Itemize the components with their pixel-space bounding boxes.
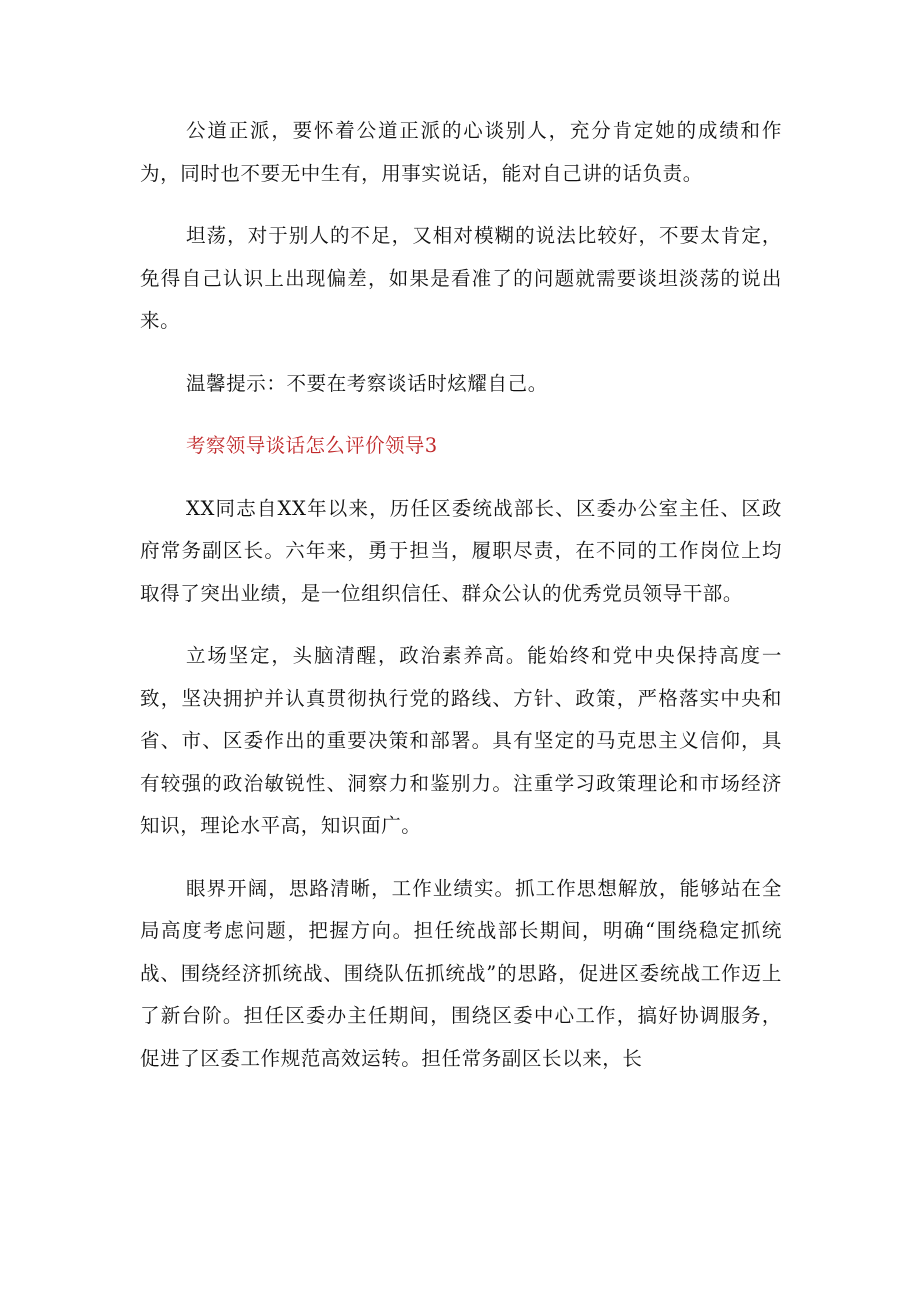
paragraph-political-stance: 立场坚定，头脑清醒，政治素养高。能始终和党中央保持高度一致，坚决拥护并认真贯彻执行党的路线、方针、政策，严格落实中央和省、市、区委作出的重要决策和部署。具有坚定的马克思主义信仰，具有较强的政治敏锐性、洞察力和鉴别力。注重学习政策理论和市场经济知识，理论水平高，知识面广。 bbox=[140, 644, 782, 837]
paragraph-fairness: 公道正派，要怀着公道正派的心谈别人，充分肯定她的成绩和作为，同时也不要无中生有，用事实说话，能对自己讲的话负责。 bbox=[140, 119, 782, 185]
paragraph-work-performance: 眼界开阔，思路清晰，工作业绩实。抓工作思想解放，能够站在全局高度考虑问题，把握方向。担任统战部长期间，明确“围绕稳定抓统战、围绕经济抓统战、围绕队伍抓统战”的思路，促进区委统战工作迈上了新台阶。担任区委办主任期间，围绕区委中心工作，搞好协调服务，促进了区委工作规范高效运转。担任常务副区长以来，长 bbox=[140, 876, 782, 1070]
paragraph-career-summary: XX同志自XX年以来，历任区委统战部长、区委办公室主任、区政府常务副区长。六年来，勇于担当，履职尽责，在不同的工作岗位上均取得了突出业绩，是一位组织信任、群众公认的优秀党员领导干部。 bbox=[140, 496, 782, 605]
document-body bbox=[140, 110, 782, 1080]
paragraph-tip: 温馨提示：不要在考察谈话时炫耀自己。 bbox=[186, 371, 548, 395]
paragraph-frankness: 坦荡，对于别人的不足，又相对模糊的说法比较好，不要太肯定，免得自己认识上出现偏差，如果是看准了的问题就需要谈坦淡荡的说出来。 bbox=[140, 224, 782, 332]
section-heading: 考察领导谈话怎么评价领导3 bbox=[186, 434, 438, 457]
